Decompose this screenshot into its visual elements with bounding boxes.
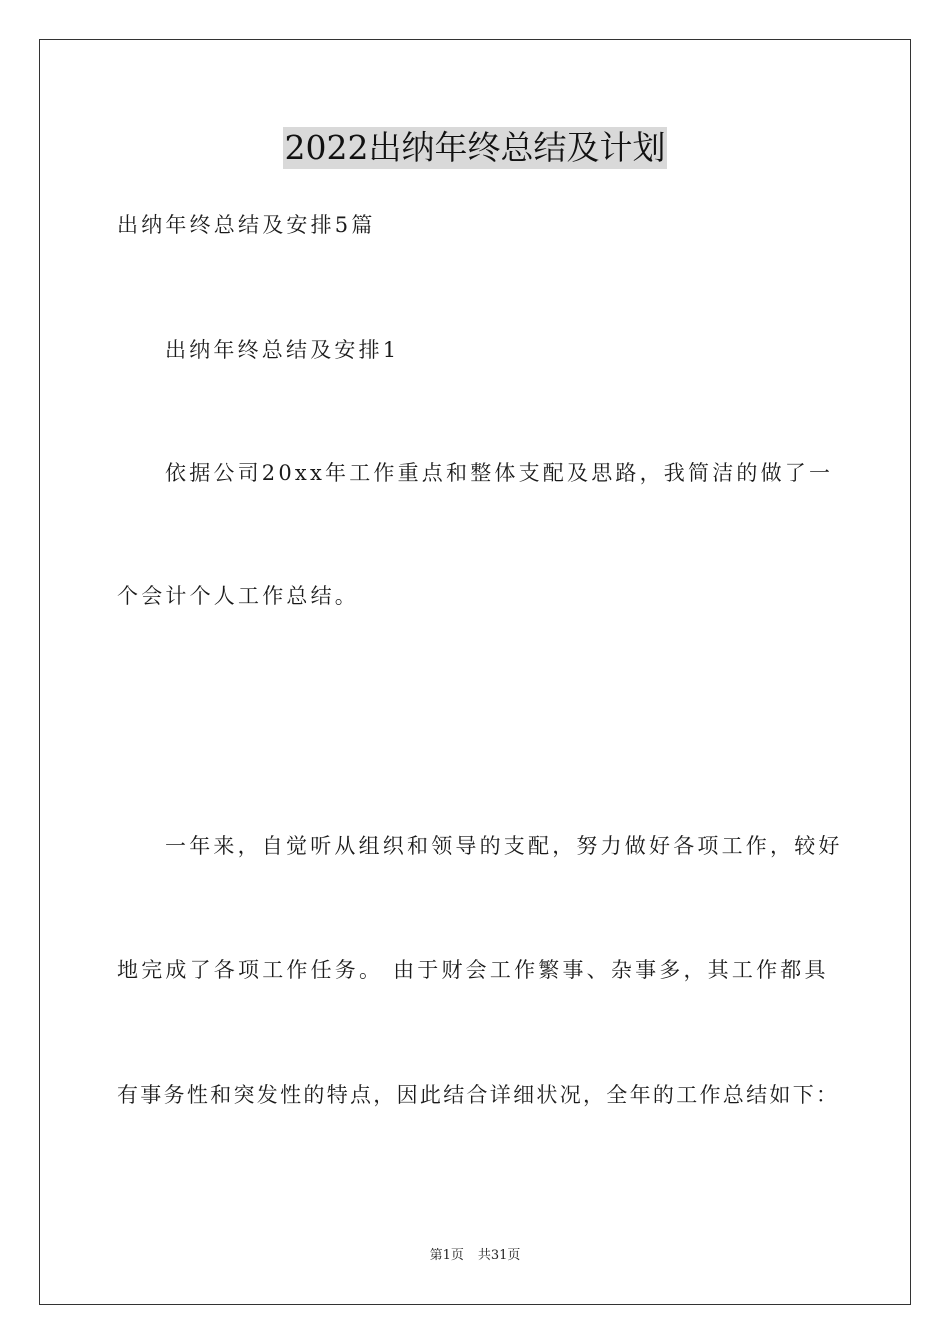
page-footer <box>0 1247 950 1265</box>
section-heading: 出纳年终总结及安排1 <box>165 338 400 362</box>
document-title: 2022出纳年终总结及计划 <box>284 128 666 167</box>
paragraph-line-5: 有事务性和突发性的特点，因此结合详细状况，全年的工作总结如下： <box>117 1083 840 1107</box>
title-container <box>0 127 950 169</box>
page-number: 第1页 <box>429 1248 464 1263</box>
paragraph-line-1: 依据公司20xx年工作重点和整体支配及思路，我简洁的做了一 <box>165 461 834 485</box>
document-subtitle: 出纳年终总结及安排5篇 <box>117 213 376 237</box>
paragraph-line-3: 一年来，自觉听从组织和领导的支配，努力做好各项工作，较好 <box>165 834 843 858</box>
paragraph-line-4: 地完成了各项工作任务。 由于财会工作繁事、杂事多，其工作都具 <box>117 958 829 982</box>
paragraph-line-2: 个会计个人工作总结。 <box>117 584 359 608</box>
page-total: 共31页 <box>477 1248 521 1263</box>
